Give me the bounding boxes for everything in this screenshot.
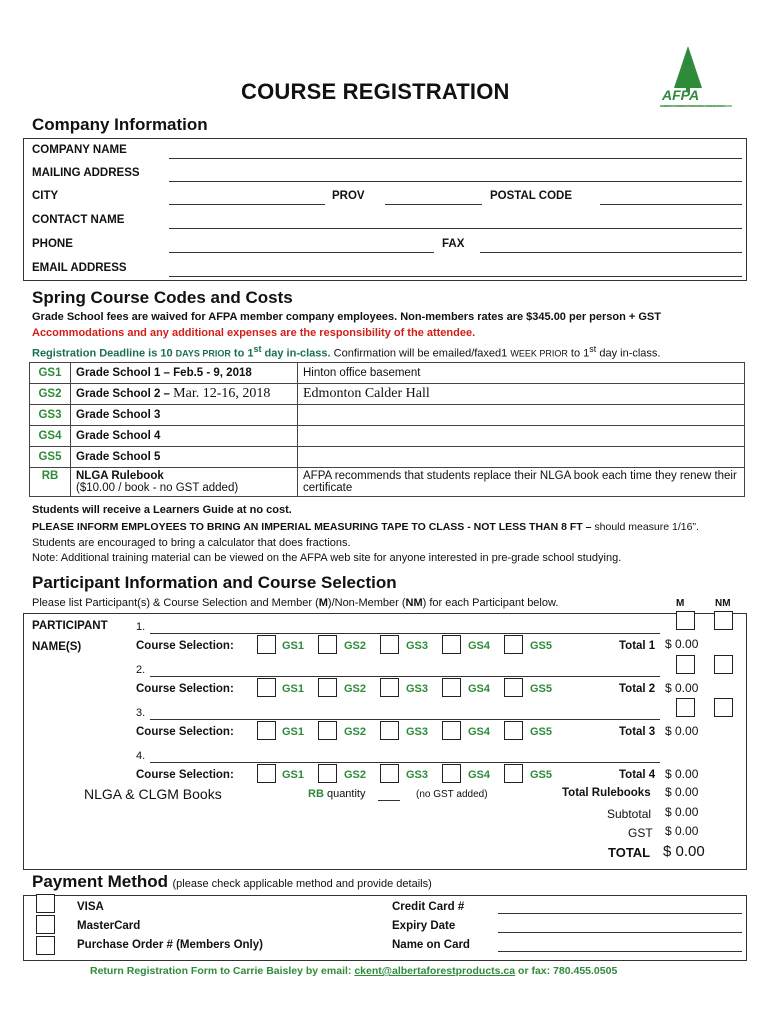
participant-number: 2. [136, 664, 146, 676]
course-location: Edmonton Calder Hall [298, 384, 745, 405]
course-name: NLGA Rulebook ($10.00 / book - no GST added) [71, 468, 298, 497]
deadline-note: Registration Deadline is 10 DAYS PRIOR to 1st day in-class. Confirmation will be emailed/faxed1 WEEK PRIOR to 1st day in-class. [32, 344, 661, 360]
gs3-checkbox[interactable] [380, 764, 399, 783]
fax-label: FAX [442, 238, 465, 250]
table-row [30, 384, 745, 405]
non-member-column-label: NM [715, 598, 731, 609]
course-code: GS2 [30, 384, 71, 405]
participant-name-field[interactable] [150, 676, 660, 677]
gs3-checkbox[interactable] [380, 635, 399, 654]
table-row [30, 447, 745, 468]
books-label: NLGA & CLGM Books [84, 786, 222, 802]
fees-note: Grade School fees are waived for AFPA member company employees. Non-members rates are $345.00 per person + GST [32, 311, 661, 323]
gs2-checkbox[interactable] [318, 635, 337, 654]
course-name: Grade School 5 [71, 447, 298, 468]
total-value: $ 0.00 [665, 724, 699, 738]
non-member-checkbox[interactable] [714, 655, 733, 674]
company-name-field[interactable] [169, 158, 742, 159]
participant-name-field[interactable] [150, 762, 660, 763]
city-label: CITY [32, 190, 59, 202]
gs2-option-label: GS2 [344, 683, 367, 695]
logo-tagline: ALBERTA FOREST PRODUCTS ASSOCIATION [660, 104, 725, 108]
mastercard-label: MasterCard [77, 920, 141, 932]
prov-field[interactable] [385, 204, 482, 205]
gs5-option-label: GS5 [530, 769, 553, 781]
course-code: GS1 [30, 363, 71, 384]
course-selection-label: Course Selection: [136, 769, 234, 781]
gs1-checkbox[interactable] [257, 764, 276, 783]
gs4-checkbox[interactable] [442, 721, 461, 740]
total-value: $ 0.00 [665, 767, 699, 781]
gs1-option-label: GS1 [282, 726, 305, 738]
participant-number: 4. [136, 750, 146, 762]
course-table [29, 362, 745, 497]
gs1-option-label: GS1 [282, 769, 305, 781]
contact-name-label: CONTACT NAME [32, 214, 125, 226]
purchase-order-label: Purchase Order # (Members Only) [77, 939, 263, 951]
rb-quantity-field[interactable] [378, 800, 400, 801]
course-code: RB [30, 468, 71, 497]
participant-instruction: Please list Participant(s) & Course Selection and Member (M)/Non-Member (NM) for each Participant below. [32, 597, 559, 609]
payment-heading-note: (please check applicable method and provide details) [172, 878, 432, 890]
gs5-checkbox[interactable] [504, 635, 523, 654]
course-location: AFPA recommends that students replace their NLGA book each time they renew their certificate [298, 468, 745, 497]
city-field[interactable] [169, 204, 325, 205]
gs1-option-label: GS1 [282, 683, 305, 695]
participant-number: 1. [136, 621, 146, 633]
course-selection-label: Course Selection: [136, 726, 234, 738]
payment-heading: Payment Method [32, 872, 169, 891]
mastercard-checkbox[interactable] [36, 915, 55, 934]
course-location: Hinton office basement [298, 363, 745, 384]
gs4-checkbox[interactable] [442, 635, 461, 654]
gs1-option-label: GS1 [282, 640, 305, 652]
credit-card-label: Credit Card # [392, 901, 465, 913]
gs4-checkbox[interactable] [442, 678, 461, 697]
learners-note: Students will receive a Learners Guide at no cost. [32, 504, 292, 516]
total-rulebooks-value: $ 0.00 [665, 785, 699, 799]
participant-number: 3. [136, 707, 146, 719]
gs4-option-label: GS4 [468, 769, 491, 781]
course-selection-label: Course Selection: [136, 683, 234, 695]
phone-label: PHONE [32, 238, 73, 250]
course-code: GS3 [30, 405, 71, 426]
gs4-option-label: GS4 [468, 726, 491, 738]
member-checkbox[interactable] [676, 698, 695, 717]
gs2-option-label: GS2 [344, 640, 367, 652]
calculator-note: Students are encouraged to bring a calculator that does fractions. [32, 537, 351, 549]
course-name: Grade School 1 – Feb.5 - 9, 2018 [71, 363, 298, 384]
member-column-label: M [676, 598, 685, 609]
gs1-checkbox[interactable] [257, 678, 276, 697]
spring-heading: Spring Course Codes and Costs [32, 288, 293, 307]
logo-text: AFPA [662, 87, 700, 103]
course-name: Grade School 3 [71, 405, 298, 426]
participant-name-field[interactable] [150, 633, 660, 634]
table-row [30, 468, 745, 497]
training-note: Note: Additional training material can be viewed on the AFPA web site for anyone interested in pre-grade school studying. [32, 552, 622, 564]
course-name: Grade School 4 [71, 426, 298, 447]
contact-name-field[interactable] [169, 228, 742, 229]
company-name-label: COMPANY NAME [32, 144, 127, 156]
phone-field[interactable] [169, 252, 434, 253]
expiry-date-field[interactable] [498, 932, 742, 933]
gs3-option-label: GS3 [406, 640, 429, 652]
total-label: Total 2 [619, 683, 656, 695]
expiry-date-label: Expiry Date [392, 920, 456, 932]
postal-code-label: POSTAL CODE [490, 190, 572, 202]
total-label: Total 1 [619, 640, 656, 652]
purchase-order-checkbox[interactable] [36, 936, 55, 955]
footer-note: Return Registration Form to Carrie Baisley by email: ckent@albertaforestproducts.ca or fax: 780.455.0505 [90, 965, 618, 977]
visa-checkbox[interactable] [36, 894, 55, 913]
gs4-checkbox[interactable] [442, 764, 461, 783]
course-location [298, 447, 745, 468]
subtotal-value: $ 0.00 [665, 805, 699, 819]
accommodations-note: Accommodations and any additional expenses are the responsibility of the attendee. [32, 327, 476, 339]
afpa-logo [660, 44, 732, 110]
gs2-option-label: GS2 [344, 769, 367, 781]
gs5-option-label: GS5 [530, 640, 553, 652]
gs5-checkbox[interactable] [504, 721, 523, 740]
tape-note: PLEASE INFORM EMPLOYEES TO BRING AN IMPERIAL MEASURING TAPE TO CLASS - NOT LESS THAN 8 FT – should measure 1/16”. [32, 521, 699, 533]
total-rulebooks-label: Total Rulebooks [562, 787, 651, 799]
gs3-checkbox[interactable] [380, 721, 399, 740]
company-box [23, 138, 747, 281]
gs2-checkbox[interactable] [318, 678, 337, 697]
gs5-checkbox[interactable] [504, 764, 523, 783]
non-member-checkbox[interactable] [714, 698, 733, 717]
table-row [30, 363, 745, 384]
gs5-option-label: GS5 [530, 683, 553, 695]
email-label: EMAIL ADDRESS [32, 262, 127, 274]
participant-name-field[interactable] [150, 719, 660, 720]
credit-card-field[interactable] [498, 913, 742, 914]
gs1-checkbox[interactable] [257, 635, 276, 654]
gs3-option-label: GS3 [406, 769, 429, 781]
gs1-checkbox[interactable] [257, 721, 276, 740]
subtotal-label: Subtotal [607, 807, 652, 821]
total-value: $ 0.00 [665, 681, 699, 695]
member-checkbox[interactable] [676, 655, 695, 674]
non-member-checkbox[interactable] [714, 611, 733, 630]
fax-field[interactable] [480, 252, 742, 253]
course-selection-label: Course Selection: [136, 640, 234, 652]
gs5-checkbox[interactable] [504, 678, 523, 697]
footer-email-link[interactable]: ckent@albertaforestproducts.ca [354, 965, 516, 977]
course-location [298, 405, 745, 426]
rb-quantity: RB quantity [308, 788, 366, 800]
course-code: GS4 [30, 426, 71, 447]
grand-total-value: $ 0.00 [663, 843, 705, 860]
names-label: NAME(S) [32, 641, 82, 653]
table-row [30, 405, 745, 426]
payment-heading-row [32, 872, 432, 892]
gs4-option-label: GS4 [468, 640, 491, 652]
gs2-checkbox[interactable] [318, 764, 337, 783]
participant-heading: Participant Information and Course Selection [32, 573, 397, 592]
prov-label: PROV [332, 190, 365, 202]
visa-label: VISA [77, 901, 104, 913]
gst-value: $ 0.00 [665, 824, 699, 838]
gs2-checkbox[interactable] [318, 721, 337, 740]
course-code: GS5 [30, 447, 71, 468]
gs2-option-label: GS2 [344, 726, 367, 738]
postal-code-field[interactable] [600, 204, 742, 205]
gst-label: GST [628, 826, 653, 840]
course-location [298, 426, 745, 447]
name-on-card-field[interactable] [498, 951, 742, 952]
page-title: COURSE REGISTRATION [241, 79, 510, 104]
gs3-option-label: GS3 [406, 683, 429, 695]
table-row [30, 426, 745, 447]
no-gst-note: (no GST added) [416, 789, 488, 800]
company-heading: Company Information [32, 115, 208, 134]
gs3-checkbox[interactable] [380, 678, 399, 697]
gs5-option-label: GS5 [530, 726, 553, 738]
total-label: Total 4 [619, 769, 656, 781]
participant-label: PARTICIPANT [32, 620, 108, 632]
total-label: Total 3 [619, 726, 656, 738]
course-name: Grade School 2 – Mar. 12-16, 2018 [71, 384, 298, 405]
mailing-address-field[interactable] [169, 181, 742, 182]
member-checkbox[interactable] [676, 611, 695, 630]
grand-total-label: TOTAL [608, 845, 651, 860]
name-on-card-label: Name on Card [392, 939, 470, 951]
email-field[interactable] [169, 276, 742, 277]
total-value: $ 0.00 [665, 637, 699, 651]
gs3-option-label: GS3 [406, 726, 429, 738]
gs4-option-label: GS4 [468, 683, 491, 695]
mailing-address-label: MAILING ADDRESS [32, 167, 140, 179]
